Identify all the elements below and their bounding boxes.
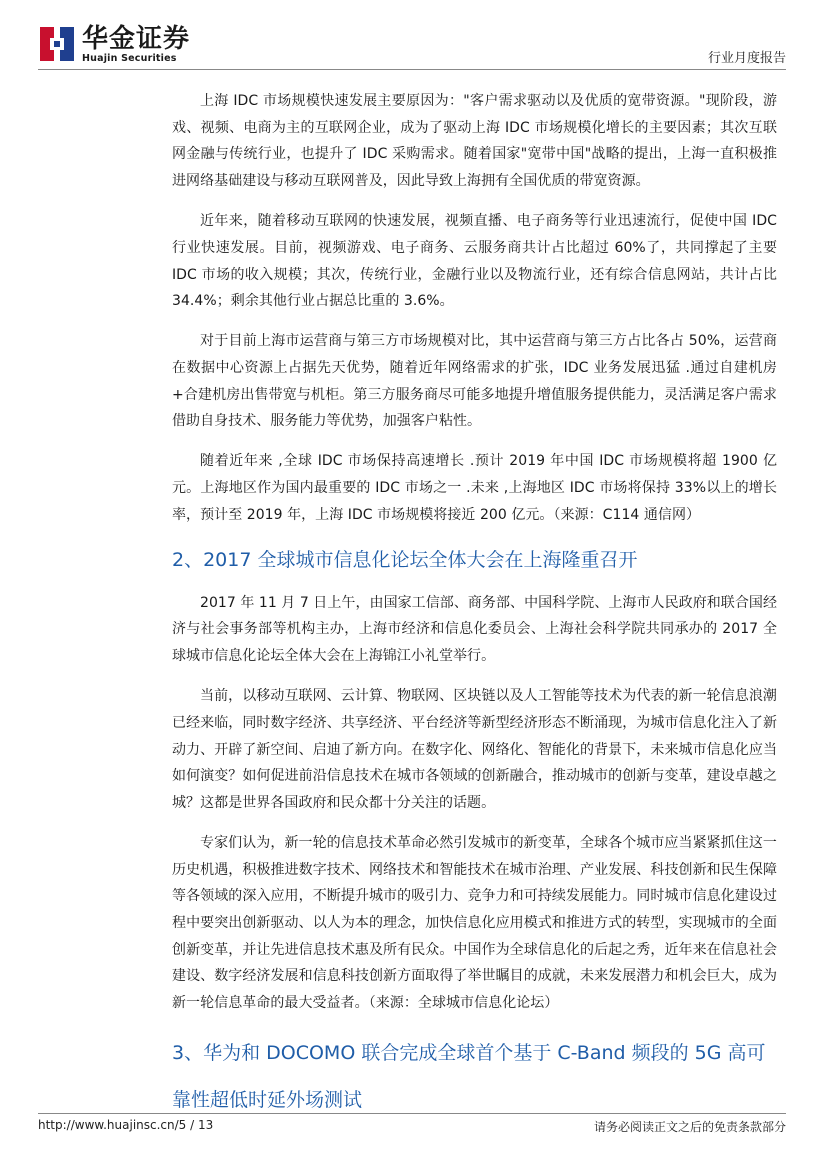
section-heading-2: 2、2017 全球城市信息化论坛全体大会在上海隆重召开	[172, 548, 638, 571]
body-paragraph: 近年来，随着移动互联网的快速发展，视频直播、电子商务等行业迅速流行，促使中国 IDC 行业快速发展。目前，视频游戏、电子商务、云服务商共计占比超过 60%了，共同撑起了主要 IDC 市场的收入规模；其次，传统行业，金融行业以及物流行业，还有综合信息网站，共计占比 34.4%；剩余其他行业占据总比重的 3.6%。	[172, 213, 777, 310]
report-type-label: 行业月度报告	[707, 51, 786, 66]
body-paragraph: 专家们认为，新一轮的信息技术革命必然引发城市的新变革，全球各个城市应当紧紧抓住这一历史机遇，积极推进数字技术、网络技术和智能技术在城市治理、产业发展、科技创新和民生保障等各领域的深入应用，不断提升城市的吸引力、竞争力和可持续发展能力。同时城市信息化建设过程中要突出创新驱动、以人为本的理念，加快信息化应用模式和推进方式的转型，实现城市的全面创新变革，并让先进信息技术惠及所有民众。中国作为全球信息化的后起之秀，近年来在信息社会建设、数字经济发展和信息科技创新方面取得了举世瞩目的成就，未来发展潜力和机会巨大，成为新一轮信息革命的最大受益者。（来源：全球城市信息化论坛）	[172, 834, 777, 1012]
body-paragraph: 对于目前上海市运营商与第三方市场规模对比，其中运营商与第三方占比各占 50%，运营商在数据中心资源上占据先天优势，随着近年网络需求的扩张，IDC 业务发展迅猛 .通过自建机房+合建机房出售带宽与机柜。第三方服务商尽可能多地提升增值服务提供能力，灵活满足客户需求借助自身技术、服务能力等优势，加强客户粘性。	[172, 333, 777, 430]
logo-chinese-name: 华金证券	[82, 24, 191, 54]
section-heading-3: 3、华为和 DOCOMO 联合完成全球首个基于 C-Band 频段的 5G 高可靠性超低时延外场测试	[172, 1042, 766, 1112]
footer-divider	[38, 1113, 786, 1114]
main-content	[172, 88, 777, 1124]
page-header	[38, 25, 786, 67]
header-divider	[38, 69, 786, 70]
body-paragraph: 上海 IDC 市场规模快速发展主要原因为："客户需求驱动以及优质的宽带资源。"现阶段，游戏、视频、电商为主的互联网企业，成为了驱动上海 IDC 市场规模化增长的主要因素；其次互联网金融与传统行业，也提升了 IDC 采购需求。随着国家"宽带中国"战略的提出，上海一直积极推进网络基础建设与移动互联网普及，因此导致上海拥有全国优质的带宽资源。	[172, 93, 777, 190]
body-paragraph: 当前，以移动互联网、云计算、物联网、区块链以及人工智能等技术为代表的新一轮信息浪潮已经来临，同时数字经济、共享经济、平台经济等新型经济形态不断涌现，为城市信息化注入了新动力、开辟了新空间、启迪了新方向。在数字化、网络化、智能化的背景下，未来城市信息化应当如何演变？如何促进前沿信息技术在城市各领域的创新融合，推动城市的创新与变革，建设卓越之城？这都是世界各国政府和民众都十分关注的话题。	[172, 688, 777, 811]
footer-disclaimer: 请务必阅读正文之后的免责条款部分	[593, 1120, 786, 1134]
footer-url-page[interactable]: http://www.huajinsc.cn/5 / 13	[38, 1118, 214, 1132]
body-paragraph: 随着近年来 ,全球 IDC 市场保持高速增长 .预计 2019 年中国 IDC 市场规模将超 1900 亿元。上海地区作为国内最重要的 IDC 市场之一 .未来 ,上海地区 IDC 市场将保持 33%以上的增长率，预计至 2019 年，上海 IDC 市场规模将接近 200 亿元。（来源：C114 通信网）	[172, 453, 777, 523]
company-logo	[38, 25, 190, 67]
huajin-logo-icon	[38, 25, 76, 63]
logo-english-name: Huajin Securities	[82, 53, 177, 64]
body-paragraph: 2017 年 11 月 7 日上午，由国家工信部、商务部、中国科学院、上海市人民政府和联合国经济与社会事务部等机构主办，上海市经济和信息化委员会、上海社会科学院共同承办的 2017 全球城市信息化论坛全体大会在上海锦江小礼堂举行。	[172, 594, 777, 665]
